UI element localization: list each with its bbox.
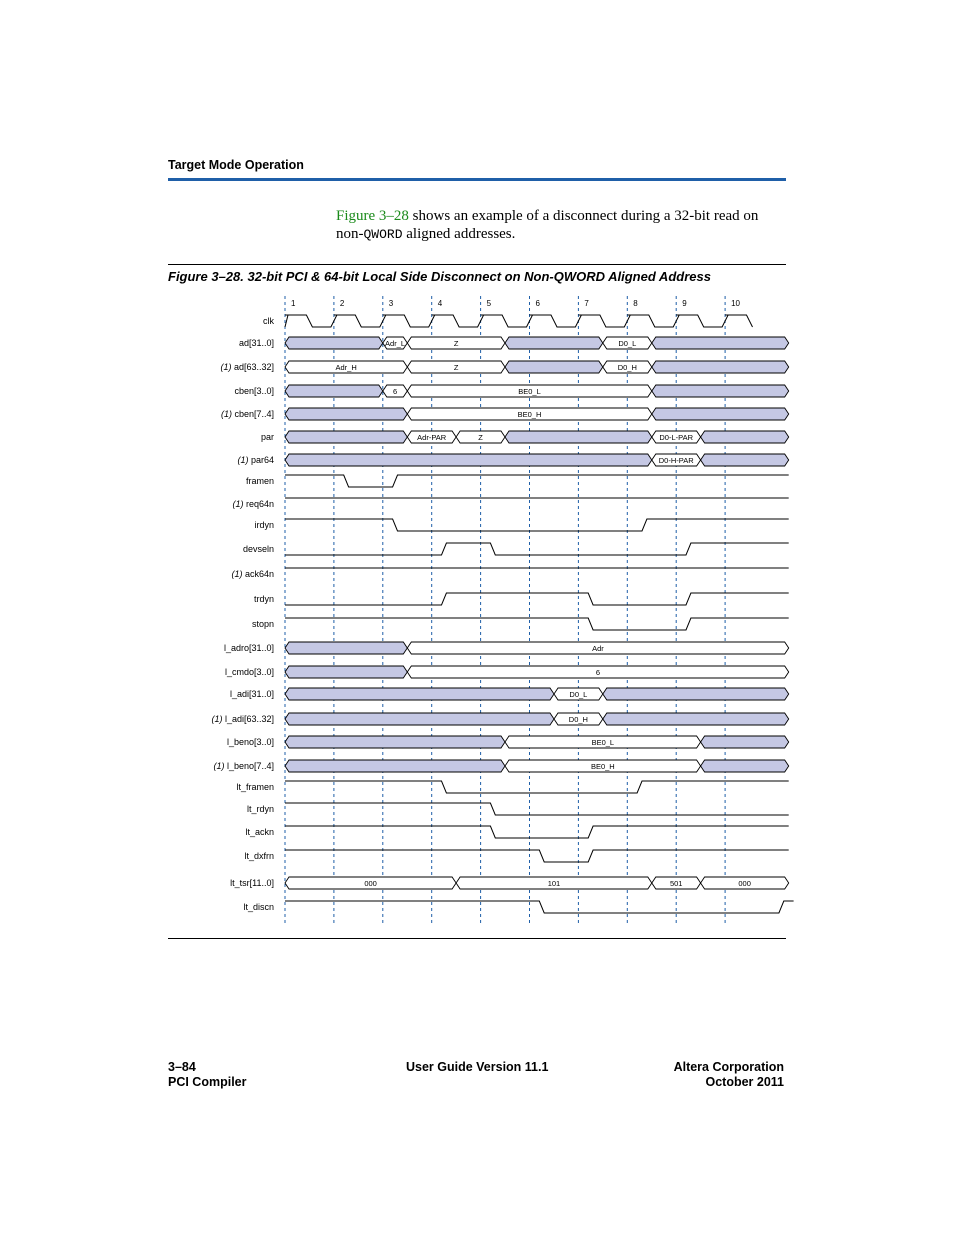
signal-waveform <box>285 618 789 630</box>
signal-label <box>236 782 274 792</box>
signal-label <box>230 878 274 888</box>
bus-segment-undefined <box>603 713 789 725</box>
signal-label <box>224 643 274 653</box>
signal-label <box>221 409 274 419</box>
signal-waveform <box>285 803 789 815</box>
signal-name: ad[31..0] <box>238 338 274 348</box>
signal-waveform <box>285 543 789 555</box>
signal-label <box>243 902 274 912</box>
bus-value-label: Z <box>478 433 483 442</box>
signal-name: ack64n <box>244 569 274 579</box>
footer-version: User Guide Version 11.1 <box>406 1060 549 1074</box>
signal-label <box>234 386 274 396</box>
signal-label <box>213 761 274 771</box>
bus-value-label: D0_L <box>618 339 637 348</box>
signal-waveform <box>285 475 789 487</box>
signal-name: l_beno[3..0] <box>226 737 274 747</box>
signal-waveform <box>285 901 794 913</box>
signal-name: lt_ackn <box>245 827 274 837</box>
intro-text-part-2: aligned addresses. <box>402 226 516 242</box>
bus-segment-undefined <box>505 431 652 443</box>
footnote-mark: (1) <box>220 409 235 419</box>
signal-name: stopn <box>251 619 274 629</box>
footnote-mark: (1) <box>211 714 225 724</box>
bus-segment-undefined <box>285 760 505 772</box>
clock-cycle-label: 4 <box>437 299 443 308</box>
bus-segment-undefined <box>701 454 789 466</box>
signal-name: trdyn <box>253 594 274 604</box>
signal-label <box>225 667 274 677</box>
bus-value-label: Z <box>453 363 459 372</box>
clock-cycle-label: 6 <box>535 299 540 308</box>
signal-label <box>254 594 274 604</box>
signal-label <box>239 338 274 348</box>
signal-name: devseln <box>242 544 274 554</box>
footer-left <box>168 1060 247 1090</box>
signal-label <box>232 499 274 509</box>
bus-value-label: D0_H <box>568 715 588 724</box>
signal-name: lt_framen <box>236 782 274 792</box>
footer-center <box>406 1060 548 1075</box>
bus-value-label: 6 <box>595 668 601 677</box>
clock-cycle-label: 9 <box>682 299 687 308</box>
signal-label <box>227 737 274 747</box>
signal-name: lt_dxfrn <box>244 851 274 861</box>
bus-segment-undefined <box>285 431 407 443</box>
signal-label <box>252 619 274 629</box>
signal-name: l_adi[31..0] <box>229 689 274 699</box>
bus-value-label: 101 <box>547 879 561 888</box>
bus-value-label: BE0_H <box>517 410 542 419</box>
signal-label <box>230 689 274 699</box>
signal-name: ad[63..32] <box>233 362 274 372</box>
signal-waveform <box>285 781 789 793</box>
signal-name: framen <box>245 476 274 486</box>
clock-cycle-label: 7 <box>584 299 589 308</box>
signal-waveform <box>285 826 789 838</box>
signal-waveform <box>285 519 789 531</box>
footnote-mark: (1) <box>220 362 234 372</box>
clock-waveform <box>285 315 753 327</box>
signal-name: lt_tsr[11..0] <box>230 878 274 888</box>
bus-value-label: 000 <box>738 879 751 888</box>
bus-value-label: BE0_L <box>591 738 615 747</box>
bus-value-label: 6 <box>392 387 398 396</box>
bus-segment-undefined <box>652 337 789 349</box>
signal-name: l_adi[63..32] <box>224 714 274 724</box>
clock-cycle-label: 5 <box>486 299 492 308</box>
bus-segment-undefined <box>285 736 505 748</box>
clock-cycle-label: 3 <box>388 299 394 308</box>
footer-page-number: 3–84 <box>168 1060 196 1074</box>
figure-reference-link[interactable]: Figure 3–28 <box>336 208 409 224</box>
signal-name: clk <box>263 316 274 326</box>
signal-label <box>243 544 274 554</box>
clock-cycle-label: 1 <box>291 299 296 308</box>
signal-label <box>231 569 274 579</box>
bus-segment-undefined <box>285 666 407 678</box>
bus-segment-undefined <box>701 760 789 772</box>
bus-segment-undefined <box>701 736 789 748</box>
figure-caption: Figure 3–28. 32-bit PCI & 64-bit Local Side Disconnect on Non-QWORD Aligned Address <box>168 269 711 284</box>
bus-value-label: D0-H-PAR <box>658 456 694 465</box>
bus-segment-undefined <box>285 688 554 700</box>
figure-bottom-rule <box>168 938 786 939</box>
bus-segment-undefined <box>652 385 789 397</box>
bus-value-label: Z <box>453 339 459 348</box>
footnote-mark: (1) <box>232 499 246 509</box>
footnote-mark: (1) <box>237 455 251 465</box>
signal-label <box>247 804 274 814</box>
signal-waveform <box>285 593 789 605</box>
signal-name: cben[7..4] <box>234 409 274 419</box>
bus-value-label: D0-L-PAR <box>659 433 694 442</box>
signal-waveform <box>285 850 789 862</box>
bus-segment-undefined <box>285 454 652 466</box>
footer-right <box>640 1060 784 1090</box>
intro-text-part-1: shows an example of a disconnect during a 32-bit read on non- <box>336 208 759 242</box>
signal-name: req64n <box>245 499 274 509</box>
signal-name: par <box>260 432 274 442</box>
bus-segment-undefined <box>505 361 603 373</box>
bus-value-label: Adr-PAR <box>417 433 447 442</box>
bus-value-label: BE0_L <box>518 387 541 396</box>
signal-label <box>245 827 274 837</box>
running-header-title: Target Mode Operation <box>168 158 304 172</box>
signal-name: l_beno[7..4] <box>226 761 274 771</box>
bus-segment-undefined <box>603 688 789 700</box>
bus-value-label: Adr_L <box>385 339 406 348</box>
bus-value-label: D0_H <box>617 363 637 372</box>
bus-segment-undefined <box>285 642 407 654</box>
bus-value-label: 501 <box>669 879 683 888</box>
signal-label <box>220 362 274 372</box>
bus-segment-undefined <box>701 431 789 443</box>
bus-segment-undefined <box>652 408 789 420</box>
bus-value-label: D0_L <box>569 690 588 699</box>
footnote-mark: (1) <box>213 761 227 771</box>
footnote-mark: (1) <box>231 569 245 579</box>
bus-segment-undefined <box>652 361 789 373</box>
bus-segment-undefined <box>505 337 603 349</box>
bus-segment-undefined <box>285 385 383 397</box>
signal-label <box>261 432 274 442</box>
bus-value-label: Adr <box>592 644 604 653</box>
bus-segment-undefined <box>285 713 554 725</box>
intro-code-qword: QWORD <box>363 227 403 242</box>
signal-name: irdyn <box>254 520 274 530</box>
bus-segment-undefined <box>285 337 383 349</box>
signal-label <box>244 851 274 861</box>
footer-product: PCI Compiler <box>168 1075 247 1089</box>
signal-name: l_adro[31..0] <box>223 643 274 653</box>
footer-company: Altera Corporation <box>673 1060 784 1074</box>
bus-segment-undefined <box>285 408 407 420</box>
clock-cycle-label: 10 <box>731 299 741 308</box>
bus-value-label: BE0_H <box>590 762 615 771</box>
signal-label <box>237 455 274 465</box>
signal-name: cben[3..0] <box>234 386 274 396</box>
signal-label <box>263 316 274 326</box>
footer-date: October 2011 <box>705 1075 784 1089</box>
signal-label <box>211 714 274 724</box>
signal-name: l_cmdo[3..0] <box>224 667 274 677</box>
signal-label <box>246 476 274 486</box>
signal-name: lt_discn <box>243 902 274 912</box>
signal-label <box>254 520 274 530</box>
signal-name: par64 <box>250 455 274 465</box>
clock-cycle-label: 8 <box>633 299 638 308</box>
clock-cycle-label: 2 <box>339 299 345 308</box>
bus-value-label: Adr_H <box>335 363 357 372</box>
signal-name: lt_rdyn <box>246 804 274 814</box>
bus-value-label: 000 <box>364 879 377 888</box>
